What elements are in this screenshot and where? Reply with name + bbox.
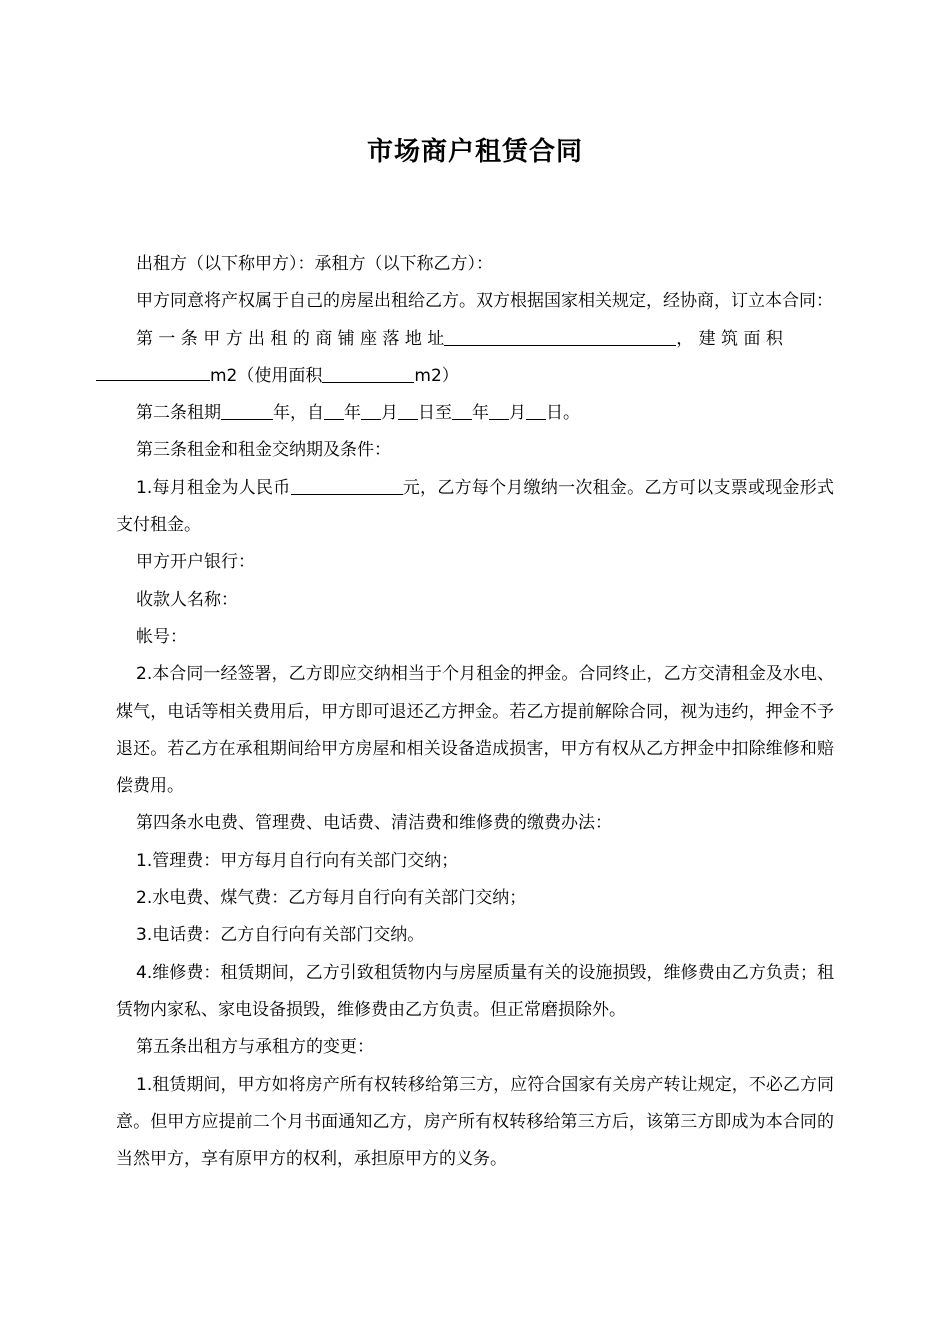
end-year-blank	[452, 399, 472, 420]
end-day-blank	[526, 399, 546, 420]
paragraph-article-1	[116, 321, 834, 396]
article-1-text-b: ， 建 筑 面 积	[676, 328, 783, 349]
article-2-text-c: 年	[344, 403, 361, 424]
start-year-blank	[324, 399, 344, 420]
paragraph-rent	[116, 470, 834, 545]
paragraph-payee: 收款人名称：	[136, 589, 238, 610]
start-month-blank	[361, 399, 381, 420]
article-2-text-e: 日至	[418, 403, 452, 424]
paragraph-article-5: 第五条出租方与承租方的变更：	[136, 1037, 374, 1058]
paragraph-article-2	[116, 395, 834, 432]
paragraph-repair-fee: 4.维修费：租赁期间，乙方引致租赁物内与房屋质量有关的设施损毁，维修费由乙方负责；租赁物内家私、家电设备损毁，维修费由乙方负责。但正常磨损除外。	[116, 962, 834, 1020]
paragraph-bank: 甲方开户银行：	[136, 552, 255, 573]
article-2-text-b: 年，自	[273, 403, 324, 424]
article-2-text-d: 月	[381, 403, 398, 424]
end-month-blank	[489, 399, 509, 420]
document-body	[116, 246, 834, 1178]
article-2-text-a: 第二条租期	[136, 403, 221, 424]
rent-amount-blank	[291, 474, 403, 495]
paragraph-article-3: 第三条租金和租金交纳期及条件：	[136, 440, 391, 461]
area-blank	[96, 360, 210, 381]
paragraph-article-4: 第四条水电费、管理费、电话费、清洁费和维修费的缴费办法：	[136, 813, 612, 834]
rent-text-b: 元，乙方每个月缴纳一次租金。乙方可以支票或现金形式支付租金。	[116, 477, 834, 536]
start-day-blank	[398, 399, 418, 420]
article-2-text-g: 月	[509, 403, 526, 424]
paragraph-management-fee: 1.管理费：甲方每月自行向有关部门交纳；	[136, 850, 459, 871]
term-years-blank	[221, 399, 273, 420]
paragraph-parties: 出租方（以下称甲方）：承租方（以下称乙方）：	[136, 254, 493, 274]
article-1-text-c: m2（使用面积	[210, 365, 323, 386]
paragraph-utility-fee: 2.水电费、煤气费：乙方每月自行向有关部门交纳；	[136, 888, 527, 909]
paragraph-intro: 甲方同意将产权属于自己的房屋出租给乙方。双方根据国家相关规定，经协商，订立本合同：	[136, 291, 833, 312]
document-title: 市场商户租赁合同	[366, 137, 583, 167]
paragraph-phone-fee: 3.电话费：乙方自行向有关部门交纳。	[136, 925, 425, 946]
paragraph-deposit: 2.本合同一经签署，乙方即应交纳相当于个月租金的押金。合同终止，乙方交清租金及水电、煤气，电话等相关费用后，甲方即可退还乙方押金。若乙方提前解除合同，视为违约，押金不予退还。若乙方在承租期间给甲方房屋和相关设备造成损害，甲方有权从乙方押金中扣除维修和赔偿费用。	[116, 664, 834, 797]
article-1-text-d: m2）	[414, 365, 459, 386]
rent-text-a: 1.每月租金为人民币	[136, 477, 291, 498]
paragraph-ownership-transfer: 1.租赁期间，甲方如将房产所有权转移给第三方，应符合国家有关房产转让规定，不必乙方同意。但甲方应提前二个月书面通知乙方，房产所有权转移给第三方后，该第三方即成为本合同的当然甲方，享有原甲方的权利，承担原甲方的义务。	[116, 1074, 834, 1170]
address-blank	[444, 325, 676, 346]
usable-area-blank	[322, 362, 414, 383]
article-1-text-a: 第 一 条 甲 方 出 租 的 商 铺 座 落 地 址	[136, 328, 445, 349]
article-2-text-f: 年	[472, 403, 489, 424]
article-2-text-h: 日。	[546, 403, 580, 424]
paragraph-account: 帐号：	[136, 626, 187, 647]
